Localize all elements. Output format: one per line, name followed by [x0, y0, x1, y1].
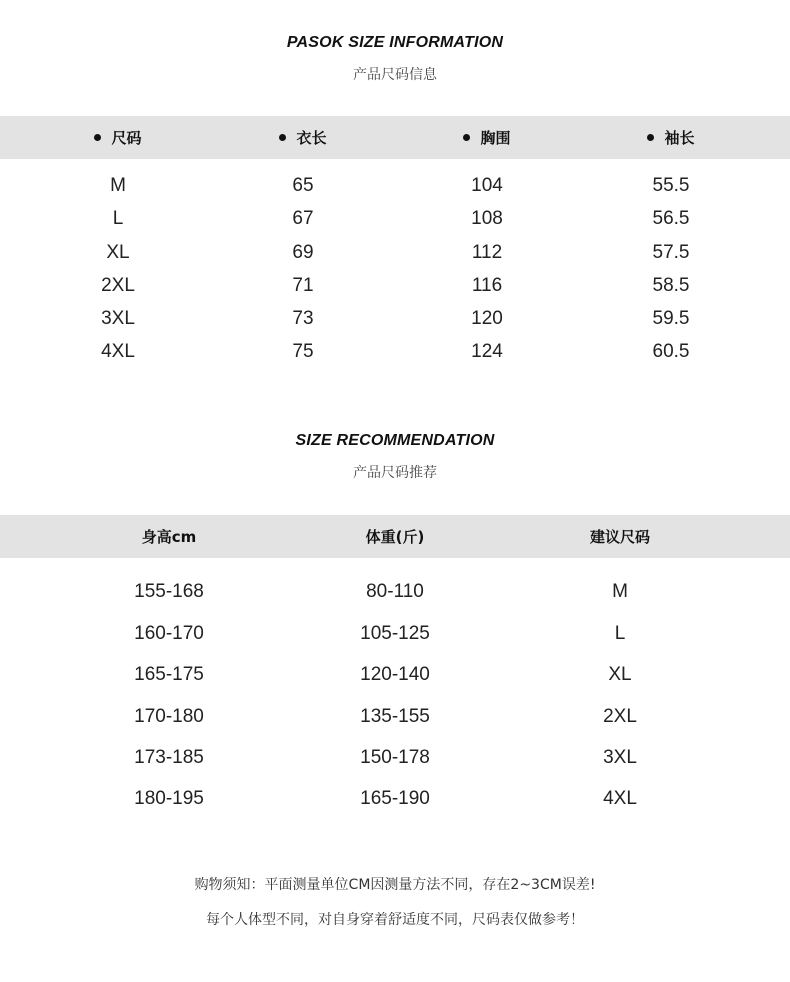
- table-cell: XL: [106, 242, 130, 263]
- table-cell: 59.5: [652, 308, 690, 329]
- table-cell: 116: [471, 275, 503, 296]
- table-cell: 155-168: [134, 581, 204, 602]
- table-cell: 135-155: [360, 706, 430, 727]
- bullet-dot: [94, 134, 101, 141]
- size-info-title: PASOK SIZE INFORMATION: [286, 34, 504, 51]
- table-cell: 4XL: [603, 788, 637, 809]
- table-cell: 4XL: [101, 341, 135, 362]
- table-cell: 124: [471, 341, 503, 362]
- table-cell: 120-140: [360, 664, 430, 685]
- header-height: 身高cm: [141, 528, 197, 546]
- fit-disclaimer: 每个人体型不同，对自身穿着舒适度不同，尺码表仅做参考！: [206, 912, 584, 928]
- header-chest: 胸围: [437, 116, 537, 159]
- table-cell: 170-180: [134, 706, 204, 727]
- header-size: 尺码: [68, 116, 168, 159]
- size-info-header-band: [0, 116, 790, 159]
- header-recommended-size: 建议尺码: [589, 528, 650, 546]
- table-cell: M: [110, 175, 126, 196]
- table-cell: XL: [608, 664, 632, 685]
- table-cell: 71: [292, 275, 314, 296]
- table-cell: 120: [471, 308, 503, 329]
- table-cell: 2XL: [101, 275, 135, 296]
- table-cell: L: [614, 623, 626, 644]
- table-cell: 180-195: [134, 788, 204, 809]
- table-cell: 104: [471, 175, 503, 196]
- header-weight: 体重(斤): [365, 528, 425, 546]
- header-sleeve: 袖长: [621, 116, 721, 159]
- table-cell: 3XL: [603, 747, 637, 768]
- table-cell: 75: [292, 341, 314, 362]
- table-cell: 108: [471, 208, 503, 229]
- bullet-dot: [463, 134, 470, 141]
- table-cell: L: [112, 208, 124, 229]
- table-cell: 165-190: [360, 788, 430, 809]
- bullet-dot: [647, 134, 654, 141]
- bullet-dot: [279, 134, 286, 141]
- table-cell: 73: [292, 308, 314, 329]
- shopping-note: 购物须知：平面测量单位CM因测量方法不同，存在2~3CM误差!: [194, 877, 596, 893]
- table-cell: 69: [292, 242, 314, 263]
- recommendation-header-band: [0, 515, 790, 558]
- table-cell: 57.5: [652, 242, 690, 263]
- header-length: 衣长: [253, 116, 353, 159]
- recommendation-subtitle: 产品尺码推荐: [353, 465, 437, 481]
- table-cell: 80-110: [366, 581, 424, 602]
- table-cell: 173-185: [134, 747, 204, 768]
- table-cell: 165-175: [134, 664, 204, 685]
- recommendation-title: SIZE RECOMMENDATION: [295, 432, 495, 449]
- table-cell: 3XL: [101, 308, 135, 329]
- size-info-subtitle: 产品尺码信息: [353, 67, 437, 83]
- table-cell: 56.5: [652, 208, 690, 229]
- table-cell: 2XL: [603, 706, 637, 727]
- table-cell: 112: [471, 242, 503, 263]
- table-cell: 150-178: [360, 747, 430, 768]
- table-cell: 60.5: [652, 341, 690, 362]
- table-cell: 58.5: [652, 275, 690, 296]
- table-cell: M: [612, 581, 628, 602]
- table-cell: 67: [292, 208, 314, 229]
- table-cell: 55.5: [652, 175, 690, 196]
- table-cell: 105-125: [360, 623, 430, 644]
- table-cell: 65: [292, 175, 314, 196]
- table-cell: 160-170: [134, 623, 204, 644]
